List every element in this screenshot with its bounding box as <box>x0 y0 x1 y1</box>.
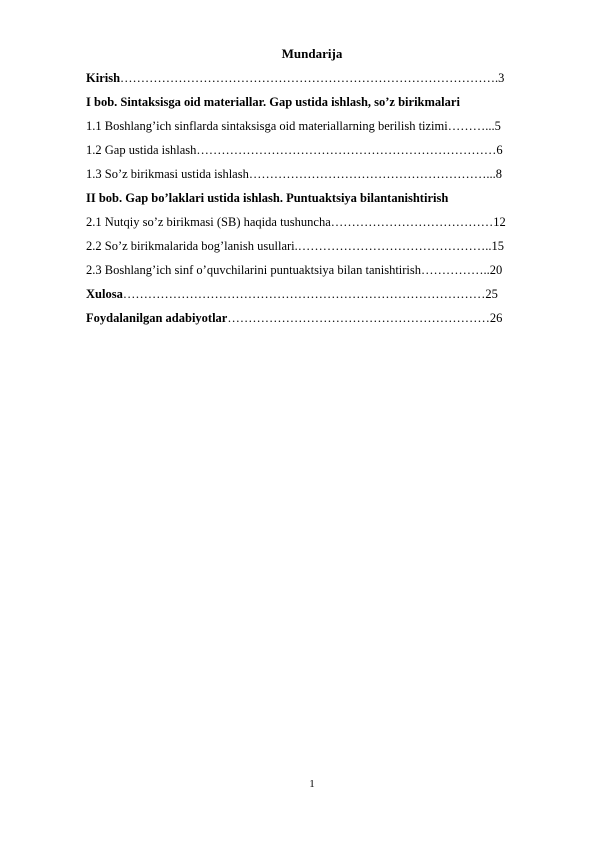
page-title: Mundarija <box>281 46 343 61</box>
toc-entry-text: 2.1 Nutqiy so’z birikmasi (SB) haqida tushuncha <box>86 216 331 229</box>
toc-entry-1-3 <box>86 168 556 181</box>
toc-leader: …………………………………12 <box>330 216 506 229</box>
toc-leader: ………………………………………..15 <box>297 240 505 253</box>
toc-entry-text: 1.1 Boshlang’ich sinflarda sintaksisga oid materiallarning berilish tizimi <box>86 120 448 133</box>
toc-leader: ………………………………………………………26 <box>227 312 503 325</box>
toc-entry-1-2 <box>86 144 556 157</box>
page-number: 1 <box>309 778 315 790</box>
toc-leader: ……………………………………………………………………………….3 <box>120 72 505 85</box>
toc-entry-2-1 <box>86 216 556 229</box>
toc-entry-text: Xulosa <box>86 288 123 301</box>
toc-entry-1-1 <box>86 120 556 133</box>
toc-leader: ……………..20 <box>421 264 503 277</box>
toc-entry-chapter-1 <box>86 96 556 109</box>
toc-entry-text: 2.3 Boshlang’ich sinf o’quvchilarini puntuaktsiya bilan tanishtirish <box>86 264 422 277</box>
toc-leader: ………………………………………………………………6 <box>196 144 503 157</box>
toc-leader: ……………………………………………………………………………25 <box>122 288 498 301</box>
toc-entry-text: 1.3 So’z birikmasi ustida ishlash <box>86 168 249 181</box>
toc-entry-2-3 <box>86 264 556 277</box>
toc-entry-text: II bob. Gap bo’laklari ustida ishlash. Puntuaktsiya bilantanishtirish <box>86 192 449 205</box>
toc-leader: …………………………………………………...8 <box>248 168 502 181</box>
toc-entry-text: Foydalanilgan adabiyotlar <box>86 312 228 325</box>
toc-entry-text: Kirish <box>86 72 121 85</box>
toc-entry-text: I bob. Sintaksisga oid materiallar. Gap ustida ishlash, so’z birikmalari <box>86 96 460 109</box>
toc-entry-adabiyotlar <box>86 312 556 325</box>
toc-entry-text: 2.2 So’z birikmalarida bog’lanish usullari. <box>86 240 298 253</box>
toc-entry-chapter-2 <box>86 192 556 205</box>
toc-entry-2-2 <box>86 240 556 253</box>
toc-entry-kirish <box>86 72 556 85</box>
toc-entry-xulosa <box>86 288 556 301</box>
toc-entry-text: 1.2 Gap ustida ishlash <box>86 144 197 157</box>
toc-leader: ………...5 <box>447 120 501 133</box>
table-of-contents <box>86 72 556 336</box>
